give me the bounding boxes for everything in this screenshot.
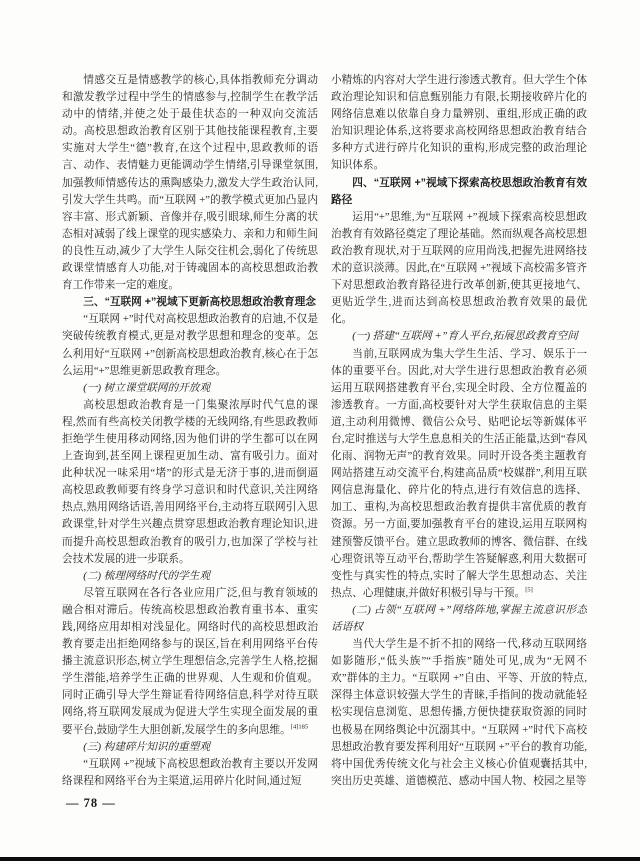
page-number: — 78 —: [66, 796, 116, 810]
subsection-heading-1: (一) 树立课堂联网的开放观: [83, 382, 211, 394]
paragraph: 运用“+”思维,为“互联网 +”视域下探索高校思想政治教育有效路径奠定了理论基础。然而纵观各高校思想政治教育现状,对于互联网的应用尚浅,把握先进网络技术的意识淡薄。因此,在“互联网 +”视域下高校需多管齐下对思想政治教育路径进行改革创新,使其更接地气、更贴近学生,进而达到高校思想政治教育效果的最优化。: [331, 211, 587, 326]
paragraph: “互联网 +”时代对高校思想政治教育的启迪,不仅是突破传统教育模式,更是对教学思想和理念的变革。怎么利用好“互联网 +”创新高校思想政治教育,核心在于怎么运用“+”思维更新思政教育理念。: [62, 314, 318, 377]
citation-marker: [5]: [525, 586, 533, 594]
paragraph-with-citation: [331, 346, 587, 602]
section-heading-4: 四、“互联网 +”视域下探索高校思想政治教育有效路径: [331, 176, 587, 206]
citation-marker: [4]185: [290, 723, 309, 731]
paragraph-continuation: 小精炼的内容对大学生进行渗透式教育。但大学生个体政治理论知识和信息甄别能力有限,长期接收碎片化的网络信息难以依靠自身力量辨别、重组,形成正确的政治知识理论体系,这将要求高校网络思想政治教育结合多种方式进行碎片化知识的重构,形成完整的政治理论知识体系。: [331, 75, 587, 172]
text-columns: [62, 72, 587, 796]
paragraph-text: 当前,互联网成为集大学生生活、学习、娱乐于一体的重要平台。因此,对大学生进行思想政治教育必须运用互联网搭建教育平台,实现全时段、全方位覆盖的渗透教育。一方面,高校要针对大学生获取信息的主渠道,主动利用微博、微信公众号、贴吧论坛等新媒体平台,定时推送与大学生息息相关的生活正能量,达到“春风化雨、润物无声”的教育效果。同时开设各类主题教育网站搭建互动交流平台,构建高品质“校媒群”,利用互联网信息海量化、碎片化的特点,进行有效信息的选择、加工、重构,为高校思想政治教育提供丰富优质的教育资源。另一方面,要加强教育平台的建设,运用互联网构建预警反馈平台。建立思政教师的博客、微信群、在线心理资讯等互动平台,帮助学生答疑解惑,利用大数据可变性与真实性的特点,实时了解大学生思想动态、关注热点、心理健康,并做好积极引导与干预。: [331, 348, 587, 599]
subsection-heading-2: (二) 梳理网络时代的学生观: [83, 570, 211, 582]
subsection-heading-1: (一) 搭建“互联网 +”育人平台,拓展思政教育空间: [352, 331, 578, 343]
paragraph-with-citation: [62, 585, 318, 739]
section-heading-3: 三、“互联网 +”视域下更新高校思想政治教育理念: [83, 296, 316, 309]
paragraph: 高校思想政治教育是一门集聚浓厚时代气息的课程,然而有些高校关闭教学楼的无线网络,有些思政教师拒绝学生使用移动网络,因为他们讲的学生都可以在网上查询到,甚至网上课程更加生动、富有吸引力。面对此种状况一味采用“堵”的形式是无济于事的,进而倒逼高校思政教师要有终身学习意识和时代意识,关注网络热点,熟用网络话语,善用网络平台,主动将互联网引入思政课堂,针对学生兴趣点贯穿思想政治教育理论知识,进而提升高校思想政治教育的吸引力,也加深了学校与社会技术发展的进一步联系。: [62, 399, 318, 565]
paragraph: 当代大学生是不折不扣的网络一代,移动互联网络如影随形,“低头族”“手指族”随处可见,成为“无网不欢”群体的主力。“互联网 +”自由、平等、开放的特点,深得主体意识较强大学生的青睐,手指间的拨动就能轻松实现信息浏览、思想传播,方便快捷获取资源的同时也极易在网络舆论中沉溺其中。“互联网 +”时代下高校思想政治教育要发挥利用好“互联网 +”平台的教育功能,将中国优秀传统文化与社会主义核心价值观囊括其中,突出历史英雄、道德模范、感动中国人物、校园之星等: [331, 639, 587, 787]
scan-bottom-edge: [0, 857, 640, 861]
paragraph: “互联网 +”视域下高校思想政治教育主要以开发网络课程和网络平台为主渠道,运用碎片化时间,通过短: [62, 758, 318, 787]
subsection-heading-3: (三) 构建碎片知识的重塑观: [83, 741, 211, 753]
paragraph-text: 尽管互联网在各行各业应用广泛,但与教育领域的融合相对滞后。传统高校思想政治教育重书本、重实践,网络应用却相对浅显化。网络时代的高校思想政治教育要走出拒绝网络参与的误区,旨在利用网络平台传播主流意识形态,树立学生理想信念,完善学生人格,挖掘学生潜能,培养学生正确的世界观、人生观和价值观。同时正确引导大学生辩证看待网络信息,科学对待互联网络,将互联网发展成为促进大学生实现全面发展的重要平台,鼓励学生大胆创新,发展学生的多向思维。: [62, 587, 318, 736]
paragraph: 情感交互是情感教学的核心,具体指教师充分调动和激发教学过程中学生的情感参与,控制学生在教学活动中的情绪,并使之处于最佳状态的一种双向交流活动。高校思想政治教育区别于其他技能课程教育,主要实施对大学生“德”教育,在这个过程中,思政教师的语言、动作、表情魅力更能调动学生情绪,引导课堂氛围,加强教师情感传达的熏陶感染力,激发大学生政治认同,引发大学生共鸣。而“互联网 +”的教学模式更加凸显内容丰富、形式新颖、音像并存,吸引眼球,师生分离的状态相对减弱了线上课堂的现实感染力、亲和力和师生间的良性互动,减少了大学生人际交往机会,弱化了传统思政课堂情感育人功能,对于铸魂固本的高校思想政治教育工作带来一定的难度。: [62, 75, 318, 292]
right-column: [331, 72, 587, 796]
left-column: [62, 72, 318, 796]
subsection-heading-2: (二) 占领“互联网 +”网络阵地,掌握主流意识形态话语权: [331, 604, 587, 633]
